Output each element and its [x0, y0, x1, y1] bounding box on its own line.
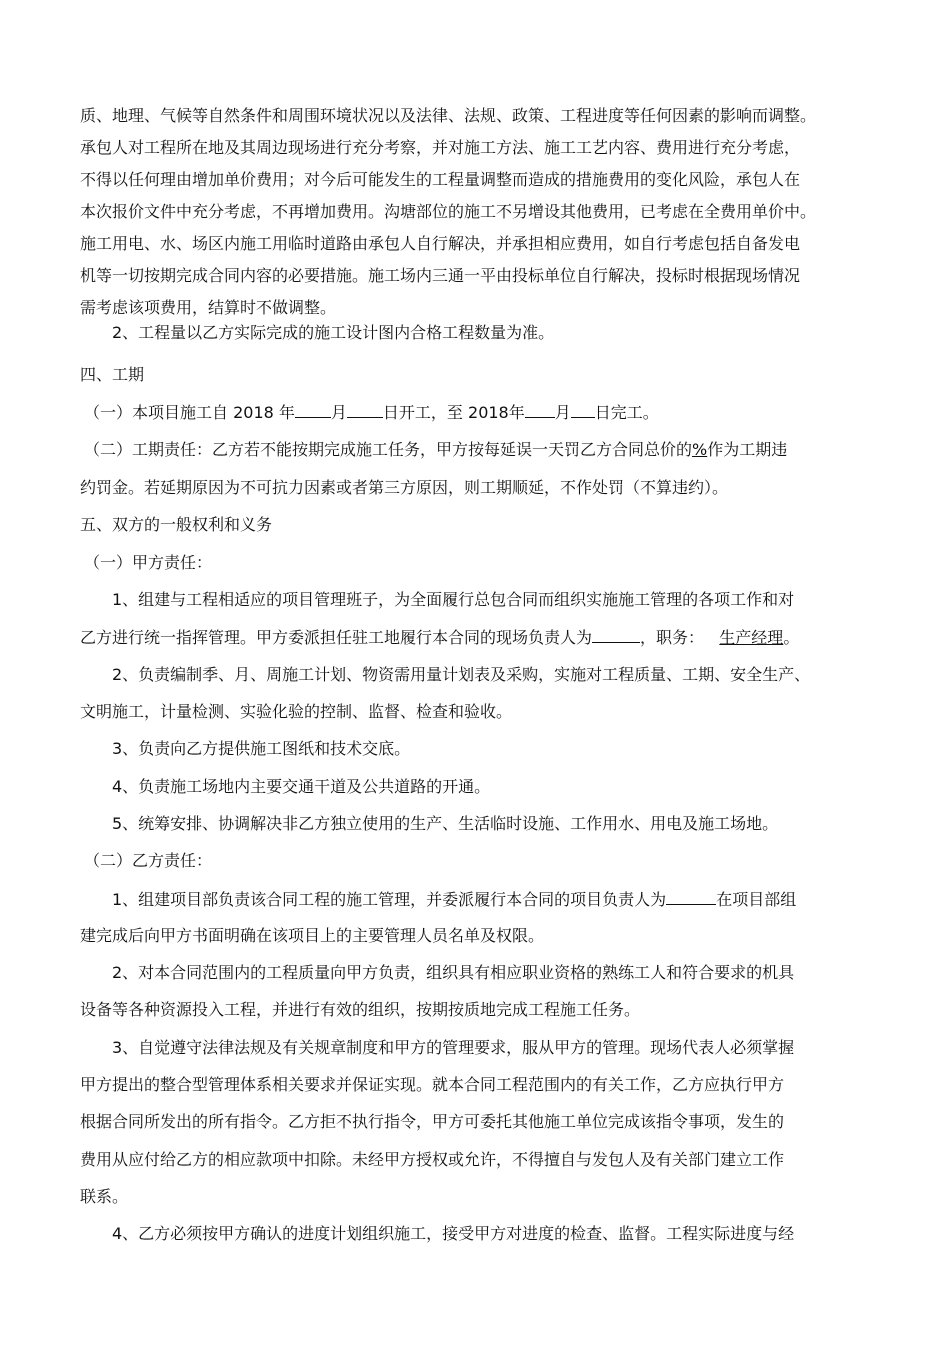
blank-field	[592, 627, 640, 643]
paragraph-line	[80, 627, 799, 648]
paragraph-line: 质、地理、气候等自然条件和周围环境状况以及法律、法规、政策、工程进度等任何因素的影响而调整。	[80, 106, 817, 125]
paragraph-line: 设备等各种资源投入工程，并进行有效的组织，按期按质地完成工程施工任务。	[80, 1000, 641, 1019]
paragraph-line	[84, 402, 659, 423]
text-segment: 日开工，至 2018年	[382, 403, 525, 422]
paragraph-line	[84, 440, 787, 460]
paragraph-line: 联系。	[80, 1187, 129, 1206]
subsection-heading: （二）乙方责任：	[84, 851, 213, 870]
paragraph-line: 1、组建与工程相适应的项目管理班子，为全面履行总包合同而组织实施施工管理的各项工作和对	[112, 590, 795, 609]
paragraph-line: 3、自觉遵守法律法规及有关规章制度和甲方的管理要求，服从甲方的管理。现场代表人必须掌握	[112, 1038, 795, 1057]
paragraph-line: 约罚金。若延期原因为不可抗力因素或者第三方原因，则工期顺延，不作处罚（不算违约）。	[80, 478, 729, 497]
text-segment: 1、组建项目部负责该合同工程的施工管理，并委派履行本合同的项目负责人为	[112, 890, 667, 909]
paragraph-line: 2、工程量以乙方实际完成的施工设计图内合格工程数量为准。	[112, 323, 555, 342]
paragraph-line: 建完成后向甲方书面明确在该项目上的主要管理人员名单及权限。	[80, 926, 545, 945]
text-segment: 月	[330, 403, 347, 422]
text-segment: 乙方进行统一指挥管理。甲方委派担任驻工地履行本合同的现场负责人为	[80, 628, 593, 647]
text-segment: 月	[554, 403, 571, 422]
text-segment: 日完工。	[594, 403, 659, 422]
paragraph-line: 本次报价文件中充分考虑，不再增加费用。沟塘部位的施工不另增设其他费用，已考虑在全费用单价中。	[80, 202, 817, 221]
paragraph-line: 承包人对工程所在地及其周边现场进行充分考察，并对施工方法、施工工艺内容、费用进行充分考虑，	[80, 138, 801, 157]
blank-field	[347, 402, 383, 418]
blank-field	[666, 889, 716, 905]
paragraph-line: 文明施工，计量检测、实验化验的控制、监督、检查和验收。	[80, 702, 513, 721]
text-segment: （二）工期责任：乙方若不能按期完成施工任务，甲方按每延误一天罚乙方合同总价的	[84, 440, 693, 459]
paragraph-line: 3、负责向乙方提供施工图纸和技术交底。	[112, 739, 411, 758]
paragraph-line: 5、统筹安排、协调解决非乙方独立使用的生产、生活临时设施、工作用水、用电及施工场地。	[112, 814, 779, 833]
paragraph-line: 根据合同所发出的所有指令。乙方拒不执行指令，甲方可委托其他施工单位完成该指令事项，发生的	[80, 1112, 785, 1131]
paragraph-line: 不得以任何理由增加单价费用；对今后可能发生的工程量调整而造成的措施费用的变化风险，承包人在	[80, 170, 801, 189]
paragraph-line: 施工用电、水、场区内施工用临时道路由承包人自行解决，并承担相应费用，如自行考虑包括自备发电	[80, 234, 801, 253]
paragraph-line: 甲方提出的整合型管理体系相关要求并保证实现。就本合同工程范围内的有关工作，乙方应执行甲方	[80, 1075, 785, 1094]
text-segment: 生产经理	[719, 628, 784, 647]
text-segment: （一）本项目施工自 2018 年	[84, 403, 295, 422]
text-segment: 作为工期违	[707, 440, 788, 459]
paragraph-line	[112, 889, 796, 910]
paragraph-line: 2、对本合同范围内的工程质量向甲方负责，组织具有相应职业资格的熟练工人和符合要求的机具	[112, 963, 795, 982]
paragraph-line: 4、乙方必须按甲方确认的进度计划组织施工，接受甲方对进度的检查、监督。工程实际进度与经	[112, 1224, 795, 1243]
subsection-heading: （一）甲方责任：	[84, 553, 213, 572]
text-segment: 在项目部组	[716, 890, 797, 909]
text-segment: %	[692, 440, 708, 459]
blank-field	[295, 402, 331, 418]
blank-field	[571, 402, 595, 418]
paragraph-line: 需考虑该项费用，结算时不做调整。	[80, 298, 337, 317]
paragraph-line: 2、负责编制季、月、周施工计划、物资需用量计划表及采购，实施对工程质量、工期、安全生产、	[112, 665, 811, 684]
section-heading: 五、双方的一般权利和义务	[80, 515, 273, 534]
paragraph-line: 机等一切按期完成合同内容的必要措施。施工场内三通一平由投标单位自行解决，投标时根据现场情况	[80, 266, 801, 285]
blank-field	[525, 402, 555, 418]
paragraph-line: 费用从应付给乙方的相应款项中扣除。未经甲方授权或允许，不得擅自与发包人及有关部门建立工作	[80, 1150, 785, 1169]
text-segment: 。	[783, 628, 800, 647]
paragraph-line: 4、负责施工场地内主要交通干道及公共道路的开通。	[112, 777, 491, 796]
section-heading: 四、工期	[80, 365, 145, 384]
text-segment: ，职务：	[640, 628, 705, 647]
